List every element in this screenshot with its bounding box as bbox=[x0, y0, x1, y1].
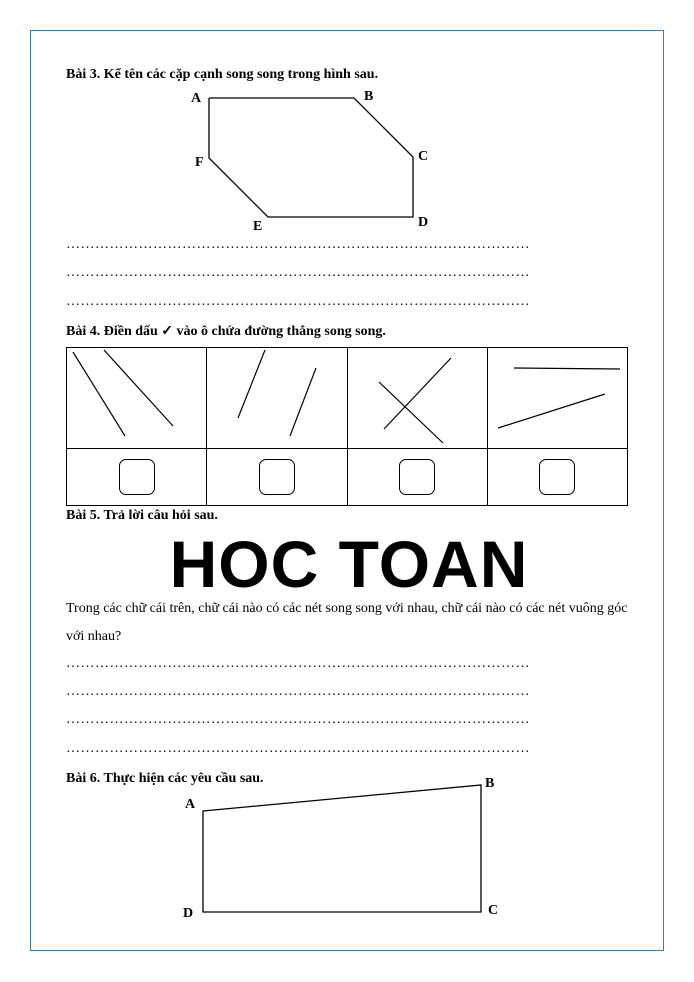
exercise-5-question: Trong các chữ cái trên, chữ cái nào có các nét song song với nhau, chữ cái nào có các nét vuông góc với nhau? bbox=[66, 601, 628, 644]
answer-line[interactable]: …………………………………………………………………………………… bbox=[66, 295, 530, 309]
hexagon-label-c: C bbox=[418, 149, 429, 164]
answer-line[interactable]: …………………………………………………………………………………… bbox=[66, 657, 530, 671]
hexagon-label-a: A bbox=[191, 91, 202, 106]
answer-line[interactable]: …………………………………………………………………………………… bbox=[66, 742, 530, 756]
answer-line[interactable]: …………………………………………………………………………………… bbox=[66, 685, 530, 699]
exercise-3-title: Bài 3. Kể tên các cặp cạnh song song trong hình sau. bbox=[66, 67, 379, 82]
answer-line[interactable]: …………………………………………………………………………………… bbox=[66, 713, 530, 727]
exercise-6-title: Bài 6. Thực hiện các yêu cầu sau. bbox=[66, 771, 264, 786]
exercise-4-title: Bài 4. Điền dấu ✓ vào ô chứa đường thẳng song song. bbox=[66, 324, 386, 339]
quad-label-c: C bbox=[488, 903, 499, 918]
quad-label-d: D bbox=[183, 906, 194, 921]
hexagon-label-b: B bbox=[364, 89, 374, 104]
answer-line[interactable]: …………………………………………………………………………………… bbox=[66, 266, 530, 280]
quad-label-a: A bbox=[185, 797, 196, 812]
hexagon-label-f: F bbox=[195, 155, 204, 170]
exercise-5-title: Bài 5. Trả lời câu hỏi sau. bbox=[66, 508, 218, 523]
quad-label-b: B bbox=[485, 776, 495, 791]
hexagon-label-e: E bbox=[253, 219, 263, 234]
answer-line[interactable]: …………………………………………………………………………………… bbox=[66, 238, 530, 252]
hexagon-label-d: D bbox=[418, 215, 429, 230]
hoc-toan-word: HOC TOAN bbox=[169, 527, 529, 601]
